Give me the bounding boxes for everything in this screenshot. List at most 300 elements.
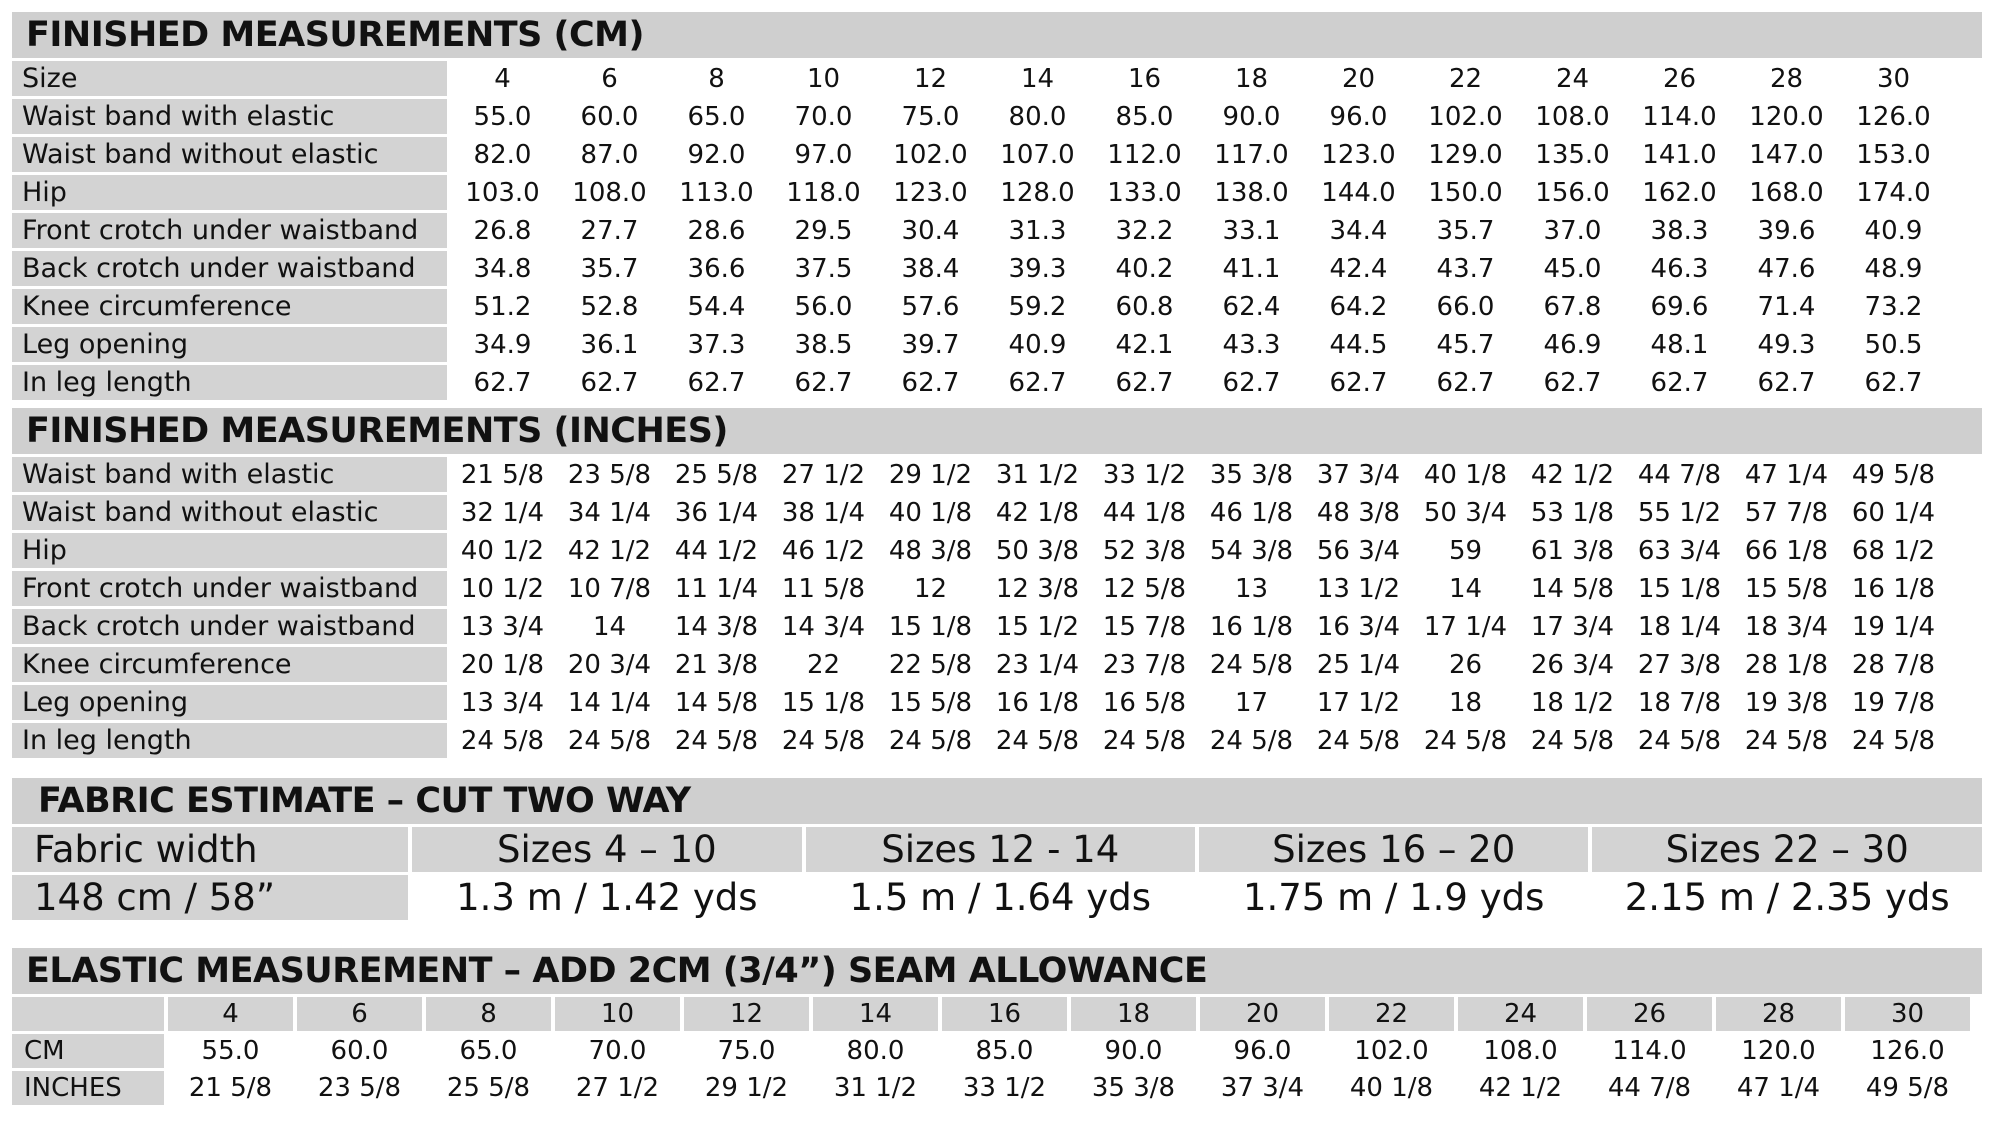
table-cell: 45.7	[1414, 327, 1517, 362]
row-label: Leg opening	[12, 327, 447, 362]
elastic-size-cell: 12	[684, 997, 809, 1031]
size-header-cell: 12	[879, 61, 982, 96]
table-cell: 15 1/8	[1628, 571, 1731, 606]
table-row	[12, 685, 1945, 720]
table-cell: 14 5/8	[1521, 571, 1624, 606]
table-cell: 24 5/8	[1735, 723, 1838, 758]
table-cell: 14 3/8	[665, 609, 768, 644]
table-cell: 13	[1200, 571, 1303, 606]
table-cell: 43.3	[1200, 327, 1303, 362]
table-cell: 38.3	[1628, 213, 1731, 248]
fabric-col-value: 2.15 m / 2.35 yds	[1592, 875, 1982, 920]
table-cell: 126.0	[1842, 99, 1945, 134]
elastic-size-cell: 10	[555, 997, 680, 1031]
elastic-cm-row	[12, 1034, 1970, 1068]
row-label: Back crotch under waistband	[12, 609, 447, 644]
cm-table	[8, 58, 1949, 403]
fabric-width-label: Fabric width	[12, 827, 408, 872]
table-cell: 42.4	[1307, 251, 1410, 286]
table-cell: 97.0	[772, 137, 875, 172]
row-label: Waist band with elastic	[12, 457, 447, 492]
table-cell: 50 3/8	[986, 533, 1089, 568]
elastic-size-cell: 26	[1587, 997, 1712, 1031]
table-cell: 31 1/2	[986, 457, 1089, 492]
elastic-inch-cell: 47 1/4	[1716, 1071, 1841, 1105]
table-cell: 85.0	[1093, 99, 1196, 134]
table-cell: 14	[1414, 571, 1517, 606]
table-cell: 42 1/8	[986, 495, 1089, 530]
table-cell: 96.0	[1307, 99, 1410, 134]
table-row	[12, 175, 1945, 210]
table-cell: 62.7	[1414, 365, 1517, 400]
table-cell: 10 7/8	[558, 571, 661, 606]
table-cell: 37.0	[1521, 213, 1624, 248]
table-cell: 24 5/8	[1093, 723, 1196, 758]
table-cell: 40.9	[986, 327, 1089, 362]
table-cell: 68 1/2	[1842, 533, 1945, 568]
table-cell: 153.0	[1842, 137, 1945, 172]
elastic-cm-label: CM	[12, 1034, 164, 1068]
table-cell: 138.0	[1200, 175, 1303, 210]
elastic-size-cell: 14	[813, 997, 938, 1031]
table-row	[12, 213, 1945, 248]
table-cell: 27 1/2	[772, 457, 875, 492]
elastic-inch-row	[12, 1071, 1970, 1105]
table-cell: 57.6	[879, 289, 982, 324]
table-cell: 62.7	[1307, 365, 1410, 400]
fabric-section	[8, 778, 1986, 923]
table-cell: 57 7/8	[1735, 495, 1838, 530]
fabric-col-label: Sizes 22 – 30	[1592, 827, 1982, 872]
table-cell: 15 1/8	[879, 609, 982, 644]
table-cell: 59.2	[986, 289, 1089, 324]
table-cell: 26 3/4	[1521, 647, 1624, 682]
table-cell: 46.3	[1628, 251, 1731, 286]
table-cell: 62.7	[986, 365, 1089, 400]
elastic-inch-cell: 29 1/2	[684, 1071, 809, 1105]
table-cell: 92.0	[665, 137, 768, 172]
table-cell: 16 1/8	[986, 685, 1089, 720]
table-cell: 55.0	[451, 99, 554, 134]
table-cell: 24 5/8	[1200, 647, 1303, 682]
table-cell: 11 1/4	[665, 571, 768, 606]
table-cell: 123.0	[1307, 137, 1410, 172]
table-cell: 82.0	[451, 137, 554, 172]
table-cell: 46.9	[1521, 327, 1624, 362]
table-cell: 16 5/8	[1093, 685, 1196, 720]
table-cell: 60 1/4	[1842, 495, 1945, 530]
table-cell: 123.0	[879, 175, 982, 210]
table-cell: 34.4	[1307, 213, 1410, 248]
size-header-row	[12, 61, 1945, 96]
table-cell: 38.5	[772, 327, 875, 362]
elastic-cm-cell: 65.0	[426, 1034, 551, 1068]
table-cell: 18	[1414, 685, 1517, 720]
table-cell: 17 1/2	[1307, 685, 1410, 720]
elastic-size-cell: 18	[1071, 997, 1196, 1031]
table-cell: 22	[772, 647, 875, 682]
row-label: Waist band without elastic	[12, 495, 447, 530]
table-cell: 71.4	[1735, 289, 1838, 324]
table-row	[12, 99, 1945, 134]
table-cell: 36 1/4	[665, 495, 768, 530]
table-cell: 42.1	[1093, 327, 1196, 362]
table-cell: 62.7	[1842, 365, 1945, 400]
cm-section-title: FINISHED MEASUREMENTS (CM)	[12, 12, 1982, 58]
table-cell: 32 1/4	[451, 495, 554, 530]
table-cell: 162.0	[1628, 175, 1731, 210]
elastic-cm-cell: 80.0	[813, 1034, 938, 1068]
table-cell: 16 1/8	[1842, 571, 1945, 606]
table-cell: 10 1/2	[451, 571, 554, 606]
table-cell: 62.7	[1093, 365, 1196, 400]
table-cell: 103.0	[451, 175, 554, 210]
table-cell: 24 5/8	[558, 723, 661, 758]
table-cell: 114.0	[1628, 99, 1731, 134]
table-cell: 129.0	[1414, 137, 1517, 172]
table-cell: 90.0	[1200, 99, 1303, 134]
table-cell: 35.7	[558, 251, 661, 286]
table-cell: 33 1/2	[1093, 457, 1196, 492]
table-cell: 26	[1414, 647, 1517, 682]
elastic-cm-cell: 75.0	[684, 1034, 809, 1068]
table-cell: 47.6	[1735, 251, 1838, 286]
size-header-cell: 20	[1307, 61, 1410, 96]
fabric-header-row	[12, 827, 1982, 872]
elastic-size-cell: 8	[426, 997, 551, 1031]
table-cell: 11 5/8	[772, 571, 875, 606]
row-label: Knee circumference	[12, 289, 447, 324]
table-cell: 62.4	[1200, 289, 1303, 324]
fabric-col-label: Sizes 4 – 10	[412, 827, 801, 872]
table-cell: 147.0	[1735, 137, 1838, 172]
table-cell: 108.0	[558, 175, 661, 210]
table-cell: 24 5/8	[665, 723, 768, 758]
elastic-size-cell: 6	[297, 997, 422, 1031]
table-cell: 36.6	[665, 251, 768, 286]
table-row	[12, 365, 1945, 400]
table-cell: 17 1/4	[1414, 609, 1517, 644]
table-cell: 112.0	[1093, 137, 1196, 172]
table-cell: 49 5/8	[1842, 457, 1945, 492]
table-cell: 60.0	[558, 99, 661, 134]
table-cell: 36.1	[558, 327, 661, 362]
elastic-size-cell: 24	[1458, 997, 1583, 1031]
table-cell: 14 5/8	[665, 685, 768, 720]
table-row	[12, 571, 1945, 606]
table-cell: 24 5/8	[879, 723, 982, 758]
table-cell: 15 1/2	[986, 609, 1089, 644]
table-cell: 39.6	[1735, 213, 1838, 248]
table-cell: 15 5/8	[879, 685, 982, 720]
row-label: In leg length	[12, 723, 447, 758]
cm-section	[8, 12, 1986, 403]
table-cell: 13 1/2	[1307, 571, 1410, 606]
fabric-col-value: 1.3 m / 1.42 yds	[412, 875, 801, 920]
table-cell: 174.0	[1842, 175, 1945, 210]
table-cell: 87.0	[558, 137, 661, 172]
table-cell: 62.7	[1628, 365, 1731, 400]
size-header-cell: 22	[1414, 61, 1517, 96]
table-cell: 21 5/8	[451, 457, 554, 492]
table-cell: 102.0	[879, 137, 982, 172]
elastic-cm-cell: 126.0	[1845, 1034, 1970, 1068]
table-cell: 107.0	[986, 137, 1089, 172]
elastic-table	[8, 994, 1974, 1108]
table-row	[12, 327, 1945, 362]
table-cell: 133.0	[1093, 175, 1196, 210]
table-cell: 48.1	[1628, 327, 1731, 362]
table-cell: 156.0	[1521, 175, 1624, 210]
table-cell: 33.1	[1200, 213, 1303, 248]
table-cell: 19 7/8	[1842, 685, 1945, 720]
size-header-cell: 16	[1093, 61, 1196, 96]
table-cell: 65.0	[665, 99, 768, 134]
table-cell: 22 5/8	[879, 647, 982, 682]
table-row	[12, 251, 1945, 286]
elastic-size-cell: 28	[1716, 997, 1841, 1031]
table-cell: 34.9	[451, 327, 554, 362]
elastic-size-cell: 4	[168, 997, 293, 1031]
elastic-cm-cell: 108.0	[1458, 1034, 1583, 1068]
table-cell: 12 5/8	[1093, 571, 1196, 606]
fabric-col-label: Sizes 12 - 14	[806, 827, 1195, 872]
row-label: Back crotch under waistband	[12, 251, 447, 286]
table-cell: 61 3/8	[1521, 533, 1624, 568]
table-cell: 31.3	[986, 213, 1089, 248]
table-cell: 49.3	[1735, 327, 1838, 362]
table-cell: 25 5/8	[665, 457, 768, 492]
table-cell: 54 3/8	[1200, 533, 1303, 568]
fabric-col-value: 1.5 m / 1.64 yds	[806, 875, 1195, 920]
table-cell: 40 1/8	[879, 495, 982, 530]
inch-section-title: FINISHED MEASUREMENTS (INCHES)	[12, 408, 1982, 454]
table-cell: 56.0	[772, 289, 875, 324]
table-cell: 64.2	[1307, 289, 1410, 324]
size-header-cell: 28	[1735, 61, 1838, 96]
table-cell: 23 7/8	[1093, 647, 1196, 682]
elastic-inch-label: INCHES	[12, 1071, 164, 1105]
table-cell: 39.7	[879, 327, 982, 362]
table-cell: 27 3/8	[1628, 647, 1731, 682]
table-cell: 34 1/4	[558, 495, 661, 530]
table-cell: 135.0	[1521, 137, 1624, 172]
row-label: Waist band with elastic	[12, 99, 447, 134]
table-cell: 70.0	[772, 99, 875, 134]
fabric-table	[8, 824, 1986, 923]
table-cell: 23 5/8	[558, 457, 661, 492]
table-cell: 44.5	[1307, 327, 1410, 362]
fabric-width-value: 148 cm / 58”	[12, 875, 408, 920]
table-cell: 40 1/2	[451, 533, 554, 568]
table-row	[12, 137, 1945, 172]
table-cell: 24 5/8	[1628, 723, 1731, 758]
table-cell: 118.0	[772, 175, 875, 210]
elastic-cm-cell: 85.0	[942, 1034, 1067, 1068]
elastic-size-row	[12, 997, 1970, 1031]
table-cell: 128.0	[986, 175, 1089, 210]
table-cell: 75.0	[879, 99, 982, 134]
inch-section	[8, 408, 1986, 761]
table-cell: 38.4	[879, 251, 982, 286]
table-cell: 40.2	[1093, 251, 1196, 286]
table-cell: 44 1/2	[665, 533, 768, 568]
elastic-cm-cell: 96.0	[1200, 1034, 1325, 1068]
table-cell: 48 3/8	[879, 533, 982, 568]
table-cell: 69.6	[1628, 289, 1731, 324]
elastic-cm-cell: 120.0	[1716, 1034, 1841, 1068]
elastic-inch-cell: 49 5/8	[1845, 1071, 1970, 1105]
table-cell: 28 1/8	[1735, 647, 1838, 682]
table-cell: 63 3/4	[1628, 533, 1731, 568]
table-cell: 113.0	[665, 175, 768, 210]
elastic-inch-cell: 31 1/2	[813, 1071, 938, 1105]
row-label: Hip	[12, 175, 447, 210]
table-cell: 62.7	[558, 365, 661, 400]
elastic-cm-cell: 55.0	[168, 1034, 293, 1068]
table-cell: 25 1/4	[1307, 647, 1410, 682]
table-cell: 26.8	[451, 213, 554, 248]
size-label: Size	[12, 61, 447, 96]
table-cell: 24 5/8	[986, 723, 1089, 758]
table-cell: 80.0	[986, 99, 1089, 134]
table-cell: 12	[879, 571, 982, 606]
table-cell: 23 1/4	[986, 647, 1089, 682]
table-cell: 52.8	[558, 289, 661, 324]
elastic-inch-cell: 44 7/8	[1587, 1071, 1712, 1105]
table-cell: 41.1	[1200, 251, 1303, 286]
table-cell: 18 1/2	[1521, 685, 1624, 720]
table-cell: 44 1/8	[1093, 495, 1196, 530]
fabric-col-value: 1.75 m / 1.9 yds	[1199, 875, 1588, 920]
table-cell: 48 3/8	[1307, 495, 1410, 530]
table-cell: 60.8	[1093, 289, 1196, 324]
table-cell: 35 3/8	[1200, 457, 1303, 492]
row-label: Hip	[12, 533, 447, 568]
table-cell: 13 3/4	[451, 685, 554, 720]
fabric-value-row	[12, 875, 1982, 920]
table-cell: 21 3/8	[665, 647, 768, 682]
table-cell: 24 5/8	[1414, 723, 1517, 758]
table-cell: 28.6	[665, 213, 768, 248]
elastic-size-cell: 20	[1200, 997, 1325, 1031]
size-header-cell: 8	[665, 61, 768, 96]
elastic-inch-cell: 21 5/8	[168, 1071, 293, 1105]
elastic-cm-cell: 114.0	[1587, 1034, 1712, 1068]
size-header-cell: 18	[1200, 61, 1303, 96]
table-cell: 29.5	[772, 213, 875, 248]
table-cell: 48.9	[1842, 251, 1945, 286]
table-cell: 18 7/8	[1628, 685, 1731, 720]
row-label: Front crotch under waistband	[12, 213, 447, 248]
table-cell: 120.0	[1735, 99, 1838, 134]
table-cell: 62.7	[1200, 365, 1303, 400]
table-cell: 37.5	[772, 251, 875, 286]
table-cell: 13 3/4	[451, 609, 554, 644]
table-cell: 62.7	[879, 365, 982, 400]
fabric-col-label: Sizes 16 – 20	[1199, 827, 1588, 872]
table-cell: 45.0	[1521, 251, 1624, 286]
table-row	[12, 533, 1945, 568]
size-header-cell: 6	[558, 61, 661, 96]
table-cell: 59	[1414, 533, 1517, 568]
elastic-size-cell: 30	[1845, 997, 1970, 1031]
table-cell: 15 1/8	[772, 685, 875, 720]
table-cell: 43.7	[1414, 251, 1517, 286]
row-label: In leg length	[12, 365, 447, 400]
size-header-cell: 10	[772, 61, 875, 96]
table-cell: 34.8	[451, 251, 554, 286]
table-cell: 150.0	[1414, 175, 1517, 210]
table-cell: 52 3/8	[1093, 533, 1196, 568]
table-cell: 18 1/4	[1628, 609, 1731, 644]
row-label: Knee circumference	[12, 647, 447, 682]
table-cell: 108.0	[1521, 99, 1624, 134]
table-cell: 27.7	[558, 213, 661, 248]
table-cell: 66.0	[1414, 289, 1517, 324]
table-row	[12, 647, 1945, 682]
table-cell: 44 7/8	[1628, 457, 1731, 492]
table-cell: 14	[558, 609, 661, 644]
size-header-cell: 4	[451, 61, 554, 96]
size-header-cell: 14	[986, 61, 1089, 96]
table-cell: 18 3/4	[1735, 609, 1838, 644]
table-cell: 51.2	[451, 289, 554, 324]
table-cell: 62.7	[1735, 365, 1838, 400]
table-cell: 50 3/4	[1414, 495, 1517, 530]
elastic-inch-cell: 42 1/2	[1458, 1071, 1583, 1105]
elastic-inch-cell: 25 5/8	[426, 1071, 551, 1105]
table-cell: 38 1/4	[772, 495, 875, 530]
table-cell: 14 1/4	[558, 685, 661, 720]
table-cell: 55 1/2	[1628, 495, 1731, 530]
table-cell: 66 1/8	[1735, 533, 1838, 568]
table-cell: 67.8	[1521, 289, 1624, 324]
table-cell: 14 3/4	[772, 609, 875, 644]
row-label: Waist band without elastic	[12, 137, 447, 172]
elastic-inch-cell: 40 1/8	[1329, 1071, 1454, 1105]
table-cell: 62.7	[665, 365, 768, 400]
table-cell: 19 3/8	[1735, 685, 1838, 720]
table-cell: 62.7	[451, 365, 554, 400]
elastic-section	[8, 948, 1986, 1108]
table-cell: 53 1/8	[1521, 495, 1624, 530]
table-cell: 24 5/8	[1200, 723, 1303, 758]
elastic-cm-cell: 70.0	[555, 1034, 680, 1068]
table-cell: 62.7	[772, 365, 875, 400]
elastic-inch-cell: 35 3/8	[1071, 1071, 1196, 1105]
table-cell: 12 3/8	[986, 571, 1089, 606]
size-header-cell: 30	[1842, 61, 1945, 96]
table-cell: 20 3/4	[558, 647, 661, 682]
table-cell: 46 1/8	[1200, 495, 1303, 530]
table-cell: 30.4	[879, 213, 982, 248]
table-cell: 117.0	[1200, 137, 1303, 172]
table-cell: 28 7/8	[1842, 647, 1945, 682]
table-row	[12, 289, 1945, 324]
table-cell: 144.0	[1307, 175, 1410, 210]
table-cell: 39.3	[986, 251, 1089, 286]
inch-table	[8, 454, 1949, 761]
table-cell: 16 1/8	[1200, 609, 1303, 644]
table-row	[12, 495, 1945, 530]
elastic-inch-cell: 27 1/2	[555, 1071, 680, 1105]
elastic-cm-cell: 90.0	[1071, 1034, 1196, 1068]
table-cell: 56 3/4	[1307, 533, 1410, 568]
table-row	[12, 723, 1945, 758]
table-cell: 37.3	[665, 327, 768, 362]
table-cell: 19 1/4	[1842, 609, 1945, 644]
